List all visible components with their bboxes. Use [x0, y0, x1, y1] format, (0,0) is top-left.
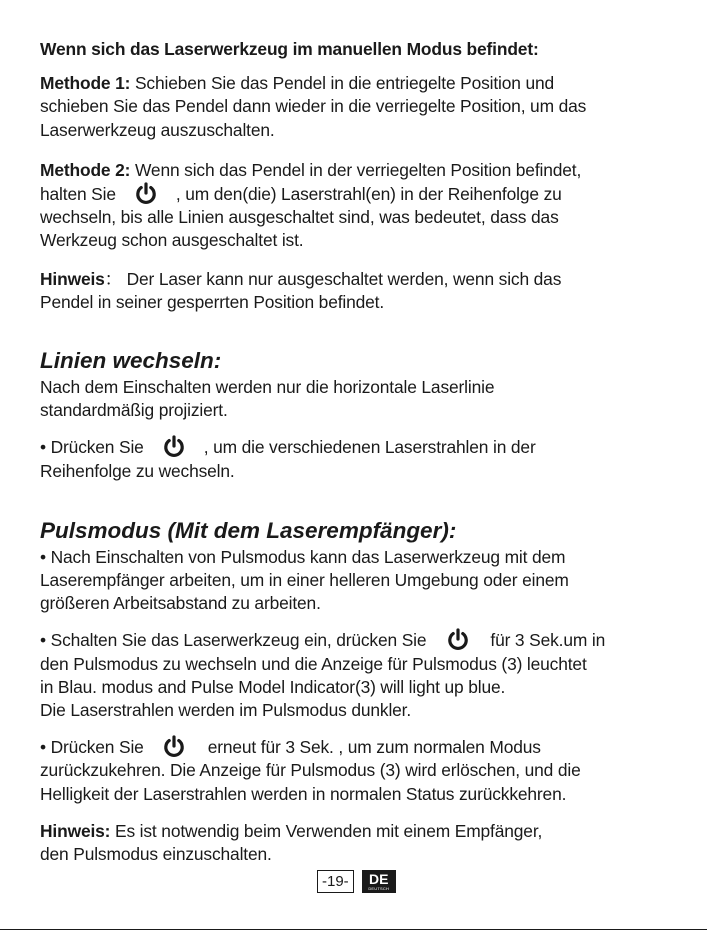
- lines-p2-line-1a: • Drücken Sie: [40, 437, 144, 458]
- note-line-1: ： Der Laser kann nur ausgeschaltet werden, wenn sich das: [104, 268, 562, 289]
- lines-p2-line-1b: , um die verschiedenen Laserstrahlen in der: [203, 437, 536, 458]
- manual-note: [40, 268, 670, 314]
- manual-mode-heading: Wenn sich das Laserwerkzeug im manuellen Modus befindet:: [40, 39, 539, 59]
- pulse-p3-line-1a: • Drücken Sie: [40, 737, 144, 758]
- bottom-divider: [0, 929, 707, 930]
- pulse-p3-line-3: Helligkeit der Laserstrahlen werden in normalen Status zurückkehren.: [40, 783, 567, 804]
- switch-lines-paragraph-1: [40, 376, 670, 422]
- method-2-line-2a: halten Sie: [40, 184, 116, 205]
- pulse-p1-line-3: größeren Arbeitsabstand zu arbeiten.: [40, 593, 321, 614]
- pulse-p2-line-4: Die Laserstrahlen werden im Pulsmodus dunkler.: [40, 700, 412, 721]
- pulse-p2-line-1a: • Schalten Sie das Laserwerkzeug ein, drücken Sie: [40, 630, 427, 651]
- power-icon: [134, 182, 160, 204]
- pulse-p3-line-1b: erneut für 3 Sek. , um zum normalen Modus: [207, 737, 541, 758]
- pulse-p1-line-1: • Nach Einschalten von Pulsmodus kann das Laserwerkzeug mit dem: [40, 546, 566, 567]
- pulse-mode-title: Pulsmodus (Mit dem Laserempfänger):: [40, 517, 457, 543]
- pulse-paragraph-3: [40, 735, 670, 806]
- pulse-paragraph-2: [40, 628, 670, 722]
- pulse-note-line-1: Es ist notwendig beim Verwenden mit einem Empfänger,: [110, 820, 543, 841]
- language-name: DEUTSCH: [368, 886, 390, 891]
- method-1-line-3: Laserwerkzeug auszuschalten.: [40, 119, 275, 140]
- method-2-label: Methode 2:: [40, 159, 131, 180]
- method-2-line-3: wechseln, bis alle Linien ausgeschaltet sind, was bedeutet, dass das: [40, 207, 559, 228]
- method-2-line-4: Werkzeug schon ausgeschaltet ist.: [40, 230, 304, 251]
- pulse-note: [40, 820, 670, 866]
- pulse-note-label: Hinweis:: [40, 820, 111, 841]
- method-1-line-2: schieben Sie das Pendel dann wieder in die verriegelte Position, um das: [40, 96, 587, 117]
- pulse-p2-line-2: den Pulsmodus zu wechseln und die Anzeige für Pulsmodus (3) leuchtet: [40, 653, 587, 674]
- document-page: [40, 38, 670, 866]
- language-badge: [362, 870, 396, 893]
- method-1-label: Methode 1:: [40, 73, 131, 94]
- method-2-paragraph: [40, 159, 670, 253]
- lines-p2-line-2: Reihenfolge zu wechseln.: [40, 460, 235, 481]
- lines-p1-line-1: Nach dem Einschalten werden nur die horizontale Laserlinie: [40, 377, 495, 398]
- method-2-line-2b: , um den(die) Laserstrahl(en) in der Reihenfolge zu: [175, 184, 562, 205]
- lines-p1-line-2: standardmäßig projiziert.: [40, 400, 228, 421]
- note-label: Hinweis: [40, 268, 105, 289]
- power-icon: [162, 735, 188, 757]
- page-footer: [317, 870, 396, 893]
- pulse-p3-line-2: zurückzukehren. Die Anzeige für Pulsmodus (3) wird erlöschen, und die: [40, 760, 581, 781]
- switch-lines-paragraph-2: [40, 435, 670, 482]
- method-1-paragraph: [40, 72, 670, 142]
- pulse-p2-line-1b: für 3 Sek.um in: [490, 630, 606, 651]
- note-line-2: Pendel in seiner gesperrten Position befindet.: [40, 291, 385, 312]
- switch-lines-title: Linien wechseln:: [40, 348, 222, 374]
- power-icon: [446, 628, 472, 650]
- pulse-paragraph-1: [40, 546, 670, 616]
- pulse-note-line-2: den Pulsmodus einzuschalten.: [40, 844, 272, 865]
- power-icon: [162, 435, 188, 457]
- pulse-p1-line-2: Laserempfänger arbeiten, um in einer helleren Umgebung oder einem: [40, 570, 569, 591]
- method-1-line-1: Schieben Sie das Pendel in die entriegelte Position und: [130, 73, 555, 94]
- pulse-p2-line-3: in Blau. modus and Pulse Model Indicator(3) will light up blue.: [40, 676, 506, 697]
- method-2-line-1: Wenn sich das Pendel in der verriegelten Position befindet,: [130, 159, 582, 180]
- page-number: -19-: [317, 870, 354, 893]
- language-code: DE: [368, 871, 389, 887]
